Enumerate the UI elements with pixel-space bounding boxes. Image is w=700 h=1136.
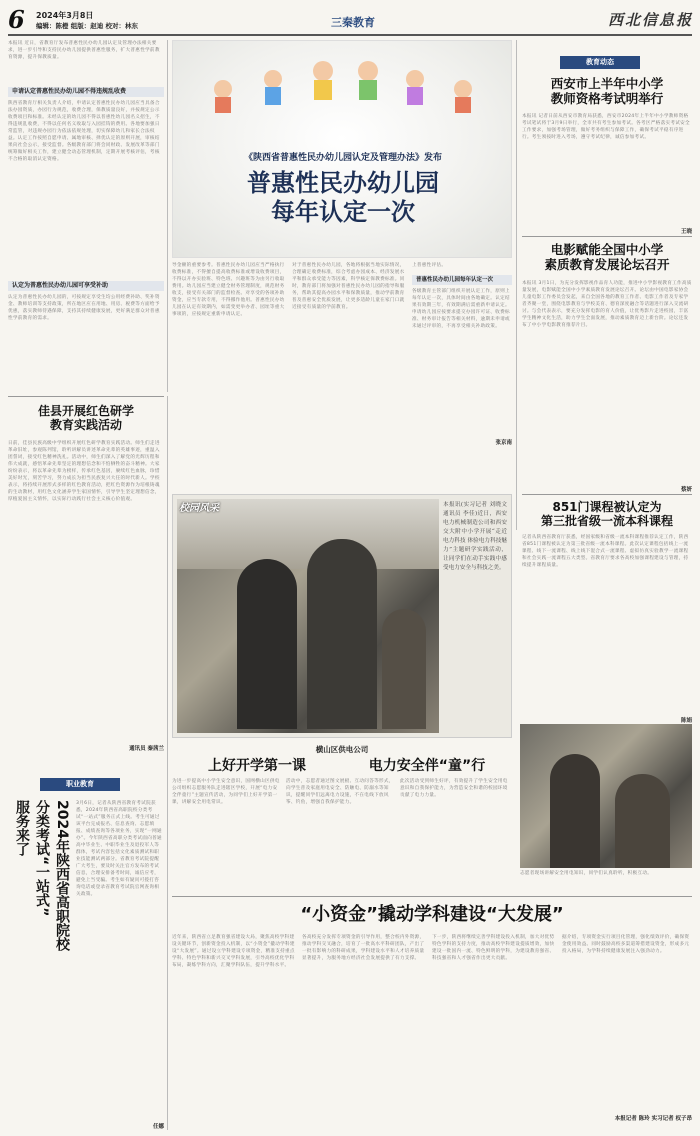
paper-name: 三秦教育 bbox=[331, 16, 375, 29]
campus-body: 日前，佳县民族高级中学组织开展红色研学教育实践活动。师生们走进革命旧址，参观陈列馆，聆听讲解员讲述革命先辈的英雄事迹，重温入团誓词，接受红色精神洗礼。活动中，师生们深入了解党的光辉历程和伟大成就，感悟革命先辈坚定的理想信念和不怕牺牲的奋斗精神。大家纷纷表示，将以革命先辈为榜样，传承红色基因，赓续红色血脉，珍惜美好时光，刻苦学习，努力成长为担当民族复兴大任的时代新人。学校表示，将持续开展形式多样的红色教育活动，把红色资源作为培根铸魂的生动教材，用红色文化涵养学生家国情怀，引导学生坚定理想信念，厚植爱国主义情怀，以实际行动践行社会主义核心价值观。 bbox=[8, 441, 160, 502]
safety-org: 横山区供电公司 bbox=[315, 745, 369, 754]
policy-paragraph: 对于普惠性民办幼儿园，各地将根据当地实际情况，合理确定收费标准，综合考虑办园成本、经济发展水平和群众承受能力等因素，科学核定保教费标准。同时，教育部门将加强对普惠性民办幼儿园的指导和服务，帮助其提高办园水平和保教质量，推动学前教育普及普惠安全优质发展，让更多适龄儿童在家门口就近接受有质量的学前教育。 bbox=[292, 263, 405, 310]
policy-subhead: 普惠性民办幼儿园每年认定一次 bbox=[412, 275, 512, 285]
masthead bbox=[8, 5, 693, 34]
safety-title-left: 上好开学第一课 bbox=[208, 758, 306, 774]
masthead-rule bbox=[8, 34, 692, 36]
person-silhouette bbox=[615, 774, 670, 868]
section-rule bbox=[522, 494, 692, 495]
campus-author: 通讯员 秦茜兰 bbox=[129, 746, 164, 752]
news2-title: 电影赋能全国中小学 素质教育发展论坛召开 bbox=[544, 242, 670, 272]
policy-left-column bbox=[8, 40, 164, 392]
vocational-author: 任娜 bbox=[152, 1124, 164, 1130]
policy-paragraph: 本报讯 近日，省教育厅发布普惠性民办幼儿园认定及管理办法相关要求，进一步引导和支持民办幼儿园提供普惠性服务，扩大普惠性学前教育资源，提升保教质量。 bbox=[8, 41, 160, 60]
person-silhouette bbox=[307, 539, 377, 729]
person-silhouette bbox=[550, 754, 600, 868]
policy-author: 张京南 bbox=[495, 440, 512, 446]
vocational-title: 2024年陕西省高职院校 分类考试“一站式” 服务来了 bbox=[14, 800, 70, 951]
section-rule bbox=[172, 896, 692, 897]
news1-body: 本报讯 记者日前从西安市教育局获悉，西安市2024年上半年中小学教师资格考试笔试将于3月9日举行，全市共有考生参加考试。各考区严格落实考试安全工作要求，加强考场管理，做好考务组织与保障工作，确保考试平稳有序进行。考生须按时进入考场，遵守考试纪律，诚信参加考试。 bbox=[522, 114, 690, 140]
policy-text-col2 bbox=[172, 262, 288, 490]
policy-subhead: 申请认定普惠性民办幼儿园不得违规乱收费 bbox=[8, 87, 164, 97]
section-rule bbox=[8, 396, 164, 397]
safety-body: 为进一步提高中小学生安全意识，国网横山区供电公司组织志愿服务队走进辖区学校，开展“电力安全伴童行”主题宣传活动，为同学们上好开学第一课，讲解安全用电常识。 bbox=[172, 779, 280, 805]
person-silhouette bbox=[382, 609, 426, 729]
photo-caption: 本报讯(实习记者 刘晓文 通讯员 李佳)近日，西安电力机械制造公司和西安交大附中小学开展“走近电力科技 体验电力科技魅力”主题研学实践活动，让同学们在动手实践中感受电力安全与科技之美。 bbox=[443, 502, 507, 571]
policy-text-col3 bbox=[292, 262, 408, 490]
fund-title: “小资金”撬动学科建设“大发展” bbox=[300, 904, 564, 925]
news1-title: 西安市上半年中小学 教师资格考试明举行 bbox=[550, 76, 664, 106]
caption-tag: 校园风采 bbox=[179, 503, 219, 514]
class-photo-caption: 志愿者现场讲解安全用电知识，同学们认真聆听，积极互动。 bbox=[520, 871, 653, 876]
issue-date: 2024年3月8日 bbox=[36, 11, 94, 20]
fund-byline: 本报记者 陈玲 实习记者 权子昂 bbox=[614, 1116, 692, 1122]
safety-title-right: 电力安全伴“童”行 bbox=[368, 758, 486, 774]
section-label: 教育动态 bbox=[560, 56, 640, 69]
section-label: 职业教育 bbox=[40, 778, 120, 791]
section-rule bbox=[522, 236, 692, 237]
banner-title: 普惠性民办幼儿园 每年认定一次 bbox=[247, 169, 439, 226]
fund-body: 各高校充分发挥专项资金的引导作用，整合校内外资源，推动学科交叉融合，培育了一批高水平科研团队，产出了一批有影响力的科研成果，学科建设水平和人才培养质量显著提升，为服务地方经济社会发展提供了有力支撑。 bbox=[302, 935, 425, 961]
news1-author: 王晓 bbox=[680, 229, 692, 235]
news3-title: 851门课程被认定为 第三批省级一流本科课程 bbox=[540, 500, 673, 529]
feature-photo bbox=[177, 499, 439, 733]
banner-kicker: 《陕西省普惠性民办幼儿园认定及管理办法》发布 bbox=[243, 153, 442, 163]
children-illustration bbox=[193, 49, 493, 114]
news3-author: 陈娟 bbox=[680, 718, 692, 724]
campus-title: 佳县开展红色研学 教育实践活动 bbox=[37, 404, 134, 433]
class-photo bbox=[520, 724, 692, 868]
person-silhouette bbox=[237, 559, 297, 729]
policy-paragraph: 陕西省教育厅相关负责人介绍，申请认定普惠性民办幼儿园应当具备合法办园资质，办园行为规范，收费合理，保教质量良好，并按规定公示收费项目和标准。未经认定的幼儿园不得以普惠性幼儿园名义招生，不得违规乱收费，不得以任何名义收取与入园挂钩的费用。各地要加强日常监管，对违规办园行为依法依规处理，切实保障幼儿和家长合法权益。认定工作按照自愿申请、属地审核、择优认定的原则开展，审核结果向社会公示，接受监督。各级教育部门将会同财政、发展改革等部门统筹做好相关工作，建立健全动态管理机制，定期开展考核评估，考核不合格的取消认定资格。 bbox=[8, 101, 160, 162]
policy-banner bbox=[172, 40, 512, 258]
page-number: 6 bbox=[8, 5, 25, 34]
masthead-logo: 西北信息报 bbox=[607, 11, 693, 29]
fund-body: 下一步，陕西将继续完善学科建设投入机制，加大对优势特色学科的支持力度，推动高校学科建设提质增效，加快建设一批国内一流、特色鲜明的学科，为建设教育强省、科技强省和人才强省作出更大贡献。 bbox=[432, 935, 555, 961]
news3-body: 记者从陕西省教育厅获悉，经国家级和省级一流本科课程推荐认定工作，陕西省851门课程被认定为第三批省级一流本科课程。此次认定课程包括线上一流课程、线下一流课程、线上线下混合式一流课程、虚拟仿真实验教学一流课程和社会实践一流课程五大类型。省教育厅要求各高校加强课程建设与管理，持续提升课程质量。 bbox=[522, 535, 689, 568]
column-rule bbox=[167, 40, 168, 392]
safety-body: 此次活动受到师生好评，有效提升了学生安全用电意识和自我保护能力，为营造安全和谐的校园环境贡献了电力力量。 bbox=[400, 779, 508, 798]
safety-body: 活动中，志愿者通过图文展板、互动问答等形式，向学生普及家庭用电安全、防触电、防溺水等知识，提醒同学们远离电力设施，不在电线下放风筝、钓鱼，增强自我保护能力。 bbox=[286, 779, 394, 805]
fund-body: 近年来，陕西省立足教育强省建设大局，聚焦高校学科建设关键环节，创新资金投入机制，以“小资金”撬动学科建设“大发展”。通过设立学科建设专项资金，精准支持重点学科、特色学科和新兴交叉学科发展，引导高校优化学科布局，凝练学科方向，汇聚学科队伍，提升学科水平。 bbox=[172, 935, 295, 968]
policy-paragraph: 认定为普惠性民办幼儿园的，可按规定享受生均公用经费补助、奖补资金、教师培训等支持政策，所在地区应在用地、用房、税费等方面给予优惠，落实教师待遇保障，支持其持续健康发展，更好满足群众对普惠性学前教育的需求。 bbox=[8, 295, 160, 321]
policy-subhead: 认定为普惠性民办幼儿园可享受补助 bbox=[8, 281, 164, 291]
policy-paragraph: 导金额的重要参考。普惠性民办幼儿园应当严格执行收费标准，不得擅自提高收费标准或增设收费项目，不得以开办实验班、特色班、兴趣班等为由另行收取费用。幼儿园应当建立健全财务管理制度，规范财务收支，接受有关部门的监督检查。对享受的各项补助资金，应当专款专用，不得挪作他用。普惠性民办幼儿园在认定有效期内，如需变更举办者、园址等重大事项的，应按规定重新申请认定。 bbox=[172, 263, 285, 317]
news2-body: 本报讯 3月1日，为充分发挥影视作品育人功能，推进中小学影视教育工作高质量发展，电影赋能全国中小学素质教育发展论坛召开。论坛由中国电影家协会儿童电影工作委员会发起，来自全国各地的教育工作者、电影工作者及专家学者齐聚一堂，围绕电影教育与学校美育、德育深度融合等话题进行深入交流研讨。与会代表表示，要充分发挥电影的育人价值，让优秀影片走进校园，丰富学生精神文化生活，助力学生全面发展，推动素质教育迈上新台阶。论坛还发布了中小学电影教育推荐片目。 bbox=[522, 281, 692, 328]
column-rule bbox=[167, 396, 168, 1130]
policy-paragraph: 各级教育主管部门组织开展认定工作，原则上每年认定一次，具体时间由各地确定。认定结果有效期三年，有效期满后需重新申请认定。申请幼儿园应按要求提交办园许可证、收费标准、财务审计报告等相关材料，逾期未申请或未通过评审的，不再享受相关补助政策。 bbox=[412, 289, 510, 329]
policy-text-col4 bbox=[412, 262, 512, 490]
editors-line: 编辑：陈橙 组版：赵迪 校对：林东 bbox=[36, 22, 139, 30]
policy-paragraph: 上普惠性评估。 bbox=[412, 263, 447, 268]
vocational-body: 3月6日，记者从陕西省教育考试院获悉，2024年陕西省高职院校分类考试“一站式”服务正式上线。考生可通过该平台完成报名、信息查询、志愿填报、成绩查询等各项业务，实现“一网通办”。今年陕西省高职分类考试面向普通高中毕业生、中职毕业生及退役军人等群体，考试内容包括文化素质测试和职业技能测试两部分。省教育考试院提醒广大考生，要及时关注官方发布的考试信息，合理安排备考时间，诚信应考，避免上当受骗。考生如有疑问可拨打咨询电话或登录省教育考试院官网查询相关政策。 bbox=[76, 801, 162, 897]
fund-body: 据介绍，专项资金实行项目化管理，强化绩效评价，确保资金使用效益。同时鼓励高校多渠道筹措建设资金，形成多元投入格局，为学科持续健康发展注入强劲动力。 bbox=[562, 935, 690, 954]
column-rule bbox=[516, 40, 517, 530]
news2-author: 蔡妍 bbox=[680, 487, 692, 493]
photo-feature bbox=[172, 494, 512, 738]
